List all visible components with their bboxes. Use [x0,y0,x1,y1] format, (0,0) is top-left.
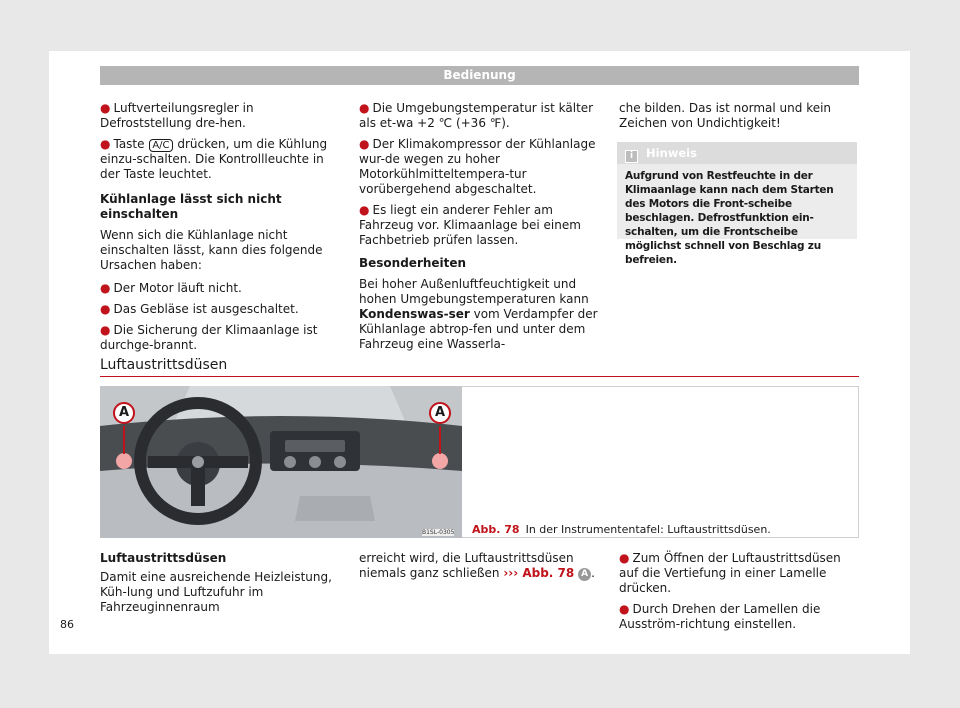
page-header: Bedienung [100,66,859,85]
bottom-column-2 [359,551,602,587]
subheading: Besonderheiten [359,256,467,270]
list-item: ● Die Umgebungstemperatur ist kälter als et-wa +2 ℃ (+36 ℉). [359,101,594,130]
bullet-icon: ● [359,101,370,115]
list-item: ● Der Motor läuft nicht. [100,281,242,295]
figure-caption: Abb. 78 In der Instrumententafel: Luftaustrittsdüsen. [472,523,771,536]
paragraph: erreicht wird, die Luftaustrittsdüsen niemals ganz schließen ››› Abb. 78 A . [359,551,595,580]
bullet-icon: ● [100,101,111,115]
column-1 [100,101,342,359]
list-item: ● Durch Drehen der Lamellen die Ausström-richtung einstellen. [619,602,821,631]
list-item: ● Der Klimakompressor der Kühlanlage wur-de wegen zu hoher Motorkühlmitteltempera-tur vorübergehend abgeschaltet. [359,137,596,196]
list-item: ● Zum Öffnen der Luftaustrittsdüsen auf die Vertiefung in einer Lamelle drücken. [619,551,841,595]
ac-key-label: A/C [149,139,172,152]
hint-box [617,142,857,266]
hint-header: i Hinweis [617,142,857,164]
bullet-icon: ● [100,137,111,151]
image-code: B1SL-0305 [422,529,455,536]
marker-a-icon: A [578,568,591,581]
info-icon: i [625,150,638,163]
subheading: Luftaustrittsdüsen [100,551,227,565]
paragraph: Bei hoher Außenluftfeuchtigkeit und hohen Umgebungstemperaturen kann Kondenswas-ser vom Verdampfer der Kühlanlage abtrop-fen und unter dem Fahrzeug eine Wasserla- [359,277,598,351]
hint-body: Aufgrund von Restfeuchte in der Klimaanlage kann nach dem Starten des Motors die Front-scheibe beschlagen. Defrostfunktion ein-schalten, um die Frontscheibe möglichst schnell von Beschlag zu befreien. [625,170,834,266]
bullet-icon: ● [359,137,370,151]
bottom-column-3 [619,551,859,638]
bottom-column-1 [100,551,342,621]
callout-marker-left: A [113,402,135,424]
list-item: ● Das Gebläse ist ausgeschaltet. [100,302,299,316]
figure-reference-link[interactable]: ››› Abb. 78 [503,566,575,580]
list-item: ● Taste A/C drücken, um die Kühlung einzu-schalten. Die Kontrollleuchte in der Taste leuchtet. [100,137,328,181]
subheading: Kühlanlage lässt sich nicht einschalten [100,192,282,221]
bullet-icon: ● [100,302,111,316]
bullet-icon: ● [359,203,370,217]
column-3 [619,101,859,137]
page-number: 86 [60,618,74,631]
paragraph: Damit eine ausreichende Heizleistung, Küh-lung und Luftzufuhr im Fahrzeuginnenraum [100,570,332,614]
paragraph: che bilden. Das ist normal und kein Zeichen von Undichtigkeit! [619,101,832,130]
list-item: ● Die Sicherung der Klimaanlage ist durchge-brannt. [100,323,318,352]
manual-page [49,51,910,654]
list-item: ● Es liegt ein anderer Fehler am Fahrzeug vor. Klimaanlage bei einem Fachbetrieb prüfen lassen. [359,203,581,247]
callout-marker-right: A [429,402,451,424]
section-title: Luftaustrittsdüsen [100,357,228,373]
bullet-icon: ● [100,323,111,337]
section-divider [100,376,859,377]
dashboard-illustration [100,386,462,538]
bullet-icon: ● [619,602,630,616]
dashboard-figure [100,386,462,538]
column-2 [359,101,602,358]
bullet-icon: ● [100,281,111,295]
list-item: ● Luftverteilungsregler in Defroststellung dre-hen. [100,101,254,130]
bullet-icon: ● [619,551,630,565]
paragraph: Wenn sich die Kühlanlage nicht einschalten lässt, kann dies folgende Ursachen haben: [100,228,323,272]
